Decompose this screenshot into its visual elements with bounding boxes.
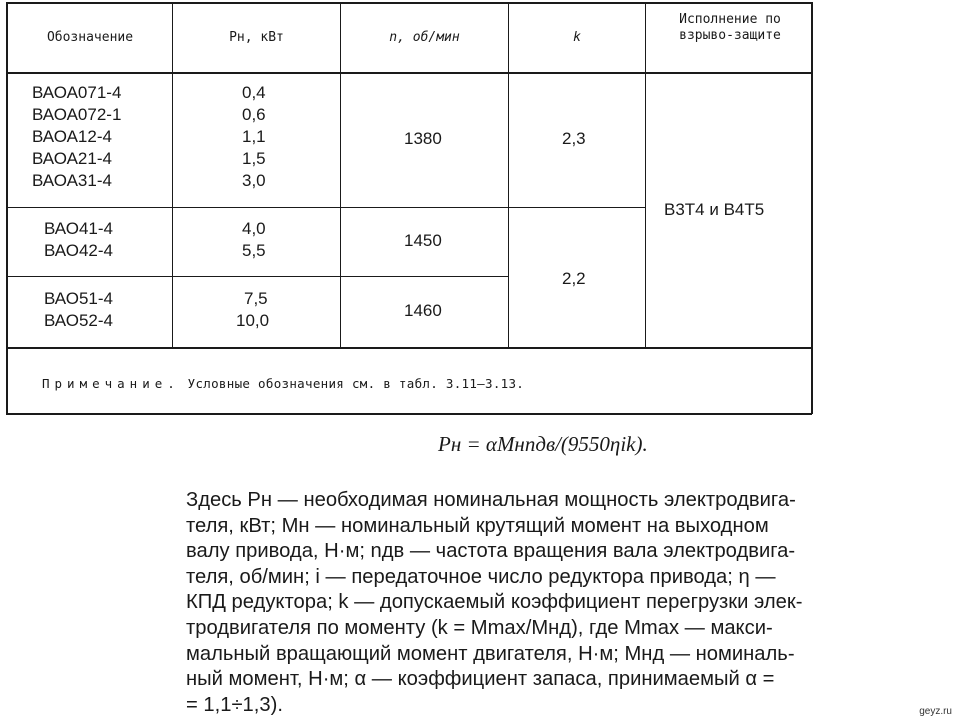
table-border-bottom [6,413,812,415]
group1-designation-5: ВАОА31-4 [32,171,112,190]
col-divider-1 [172,2,173,348]
table-note [42,376,524,391]
group-divider-2 [6,276,509,277]
para-line-3: валу привода, Н·м; nдв — частота вращения вала электродвига- [186,540,796,563]
group2-power-2: 5,5 [242,241,266,260]
group3-power-2: 10,0 [236,311,270,330]
header-power: Pн, кВт [229,30,284,45]
table-border-right [811,2,813,414]
note-label: Примечание. [42,376,180,391]
para-line-4: теля, об/мин; i — передаточное число редуктора привода; η — [186,565,776,588]
table-border-left [6,2,8,414]
group3-designation-1: ВАО51-4 [44,289,113,308]
col-divider-3 [508,2,509,348]
power-formula: Pн = αMнnдв/(9550ηik). [438,432,648,456]
group1-power-5: 3,0 [242,171,266,190]
group1-designation-4: ВАОА21-4 [32,149,112,168]
group2-speed: 1450 [404,231,442,250]
header-speed: n, об/мин [389,30,460,45]
header-designation: Обозначение [46,30,134,45]
group1-designation-2: ВАОА072-1 [32,105,122,124]
explosion-value: В3Т4 и В4Т5 [664,200,765,219]
group1-k: 2,3 [562,129,586,148]
group1-power-3: 1,1 [242,127,266,146]
group1-designation-1: ВАОА071-4 [32,83,122,102]
para-line-6: тродвигателя по моменту (k = Mmax/Mнд), где Mmax — макси- [186,616,773,639]
group3-power-1: 7,5 [244,289,268,308]
group1-designation-3: ВАОА12-4 [32,127,112,146]
group3-speed: 1460 [404,301,442,320]
explanation-paragraph [186,488,948,718]
para-line-2: теля, кВт; Mн — номинальный крутящий момент на выходном [186,514,769,537]
para-line-7: мальный вращающий момент двигателя, Н·м; Mнд — номиналь- [186,642,795,665]
group-divider-1 [6,207,646,208]
col-divider-2 [340,2,341,348]
header-explosion: Исполнение по взрыво-защите [679,12,781,43]
group1-power-4: 1,5 [242,149,266,168]
header-k: k [573,30,581,45]
group1-power-1: 0,4 [242,83,266,102]
col-divider-4 [645,2,646,348]
group1-power-2: 0,6 [242,105,266,124]
group2-power-1: 4,0 [242,219,266,238]
note-text: Условные обозначения см. в табл. 3.11—3.13. [187,376,525,391]
header-divider [6,72,812,74]
table-border-top [6,2,812,4]
para-line-8: ный момент, Н·м; α — коэффициент запаса, принимаемый α = [186,668,775,691]
para-line-5: КПД редуктора; k — допускаемый коэффициент перегрузки элек- [186,591,803,614]
site-watermark: geyz.ru [919,706,952,717]
body-divider [6,347,812,349]
group3-designation-2: ВАО52-4 [44,311,113,330]
group1-speed: 1380 [404,129,442,148]
group23-k: 2,2 [562,269,586,288]
para-line-9: = 1,1÷1,3). [186,693,283,716]
group2-designation-2: ВАО42-4 [44,241,113,260]
group2-designation-1: ВАО41-4 [44,219,113,238]
para-line-1: Здесь Pн — необходимая номинальная мощность электродвига- [186,489,796,511]
